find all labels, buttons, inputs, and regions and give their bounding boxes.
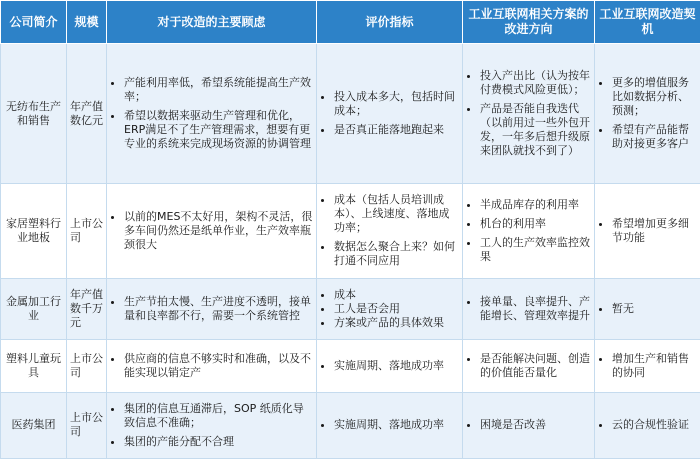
concern-item: • 生产节拍太慢、生产进度不透明，接单量和良率都不行，需要一个系统管控 [124, 295, 313, 323]
scale-cell: 上市公司 [67, 392, 107, 458]
header-row [1, 1, 700, 44]
concern-item: • 以前的MES不太好用，架构不灵活，很多车间仍然还是纸单作业，生产效率瓶颈很大 [124, 210, 313, 252]
opportunities-cell [595, 339, 700, 392]
concerns-cell [107, 184, 317, 279]
concern-item: • 集团的产能分配不合理 [124, 435, 313, 449]
direction-item: • 接单量、良率提升、产能增长、管理效率提升 [480, 295, 591, 323]
metrics-cell [317, 184, 463, 279]
metric-item: • 方案或产品的具体效果 [334, 316, 459, 330]
table-row [1, 44, 700, 184]
metrics-cell [317, 278, 463, 339]
header-concerns: 对于改造的主要顾虑 [107, 1, 317, 44]
direction-item: • 困境是否改善 [480, 418, 591, 432]
scale-cell: 上市公司 [67, 184, 107, 279]
scale-cell: 年产值数亿元 [67, 44, 107, 184]
metric-item: • 投入成本多大，包括时间成本； [334, 90, 459, 118]
scale-cell: 年产值数千万元 [67, 278, 107, 339]
metric-item: • 实施周期、落地成功率 [334, 418, 459, 432]
directions-cell [463, 392, 595, 458]
opportunities-cell [595, 44, 700, 184]
concerns-cell [107, 44, 317, 184]
company-cell: 无纺布生产和销售 [1, 44, 67, 184]
direction-item: • 工人的生产效率监控效果 [480, 236, 591, 264]
metric-item: • 是否真正能落地跑起来 [334, 123, 459, 137]
table-row [1, 339, 700, 392]
opportunities-cell [595, 184, 700, 279]
direction-item: • 产品是否能自我迭代（以前用过一些外包开发，一年多后想升级原来团队就找不到了） [480, 102, 591, 158]
concern-item: • 供应商的信息不够实时和准确，以及不能实现以销定产 [124, 352, 313, 380]
metric-item: • 数据怎么聚合上来？如何打通不同应用 [334, 240, 459, 268]
company-cell: 医药集团 [1, 392, 67, 458]
concerns-cell [107, 278, 317, 339]
opportunity-item: • 增加生产和销售的协同 [612, 352, 697, 380]
table-row [1, 184, 700, 279]
concerns-cell [107, 339, 317, 392]
company-cell: 金属加工行业 [1, 278, 67, 339]
scale-cell: 上市公司 [67, 339, 107, 392]
table-row [1, 278, 700, 339]
metrics-cell [317, 392, 463, 458]
directions-cell [463, 184, 595, 279]
metric-item: • 工人是否会用 [334, 302, 459, 316]
direction-item: • 机台的利用率 [480, 217, 591, 231]
opportunity-item: • 云的合规性验证 [612, 418, 697, 432]
opportunities-cell [595, 278, 700, 339]
concerns-cell [107, 392, 317, 458]
metric-item: • 成本（包括人员培训成本）、上线速度、落地成功率； [334, 193, 459, 235]
company-cell: 家居塑料行业地板 [1, 184, 67, 279]
directions-cell [463, 44, 595, 184]
direction-item: • 投入产出比（认为按年付费模式风险更低）； [480, 69, 591, 97]
header-company: 公司简介 [1, 1, 67, 44]
concern-item: • 希望以数据来驱动生产管理和优化，ERP满足不了生产管理需求，想要有更专业的系统来完成现场资源的协调管理 [124, 109, 313, 151]
metrics-cell [317, 339, 463, 392]
opportunity-item: • 暂无 [612, 302, 697, 316]
directions-cell [463, 339, 595, 392]
opportunity-item: • 更多的增值服务比如数据分析、预测； [612, 76, 697, 118]
opportunities-cell [595, 392, 700, 458]
metric-item: • 成本 [334, 288, 459, 302]
header-directions: 工业互联网相关方案的改进方向 [463, 1, 595, 44]
concern-item: • 集团的信息互通滞后，SOP 纸质化导致信息不准确； [124, 402, 313, 430]
direction-item: • 半成品库存的利用率 [480, 198, 591, 212]
header-opportunities: 工业互联网改造契机 [595, 1, 700, 44]
concern-item: • 产能利用率低，希望系统能提高生产效率； [124, 76, 313, 104]
direction-item: • 是否能解决问题、创造的价值能否量化 [480, 352, 591, 380]
opportunity-item: • 希望增加更多细节功能 [612, 217, 697, 245]
header-metrics: 评价指标 [317, 1, 463, 44]
metric-item: • 实施周期、落地成功率 [334, 359, 459, 373]
opportunity-item: • 希望有产品能帮助对接更多客户 [612, 123, 697, 151]
metrics-cell [317, 44, 463, 184]
directions-cell [463, 278, 595, 339]
table-row [1, 392, 700, 458]
header-scale: 规模 [67, 1, 107, 44]
company-cell: 塑料儿童玩具 [1, 339, 67, 392]
